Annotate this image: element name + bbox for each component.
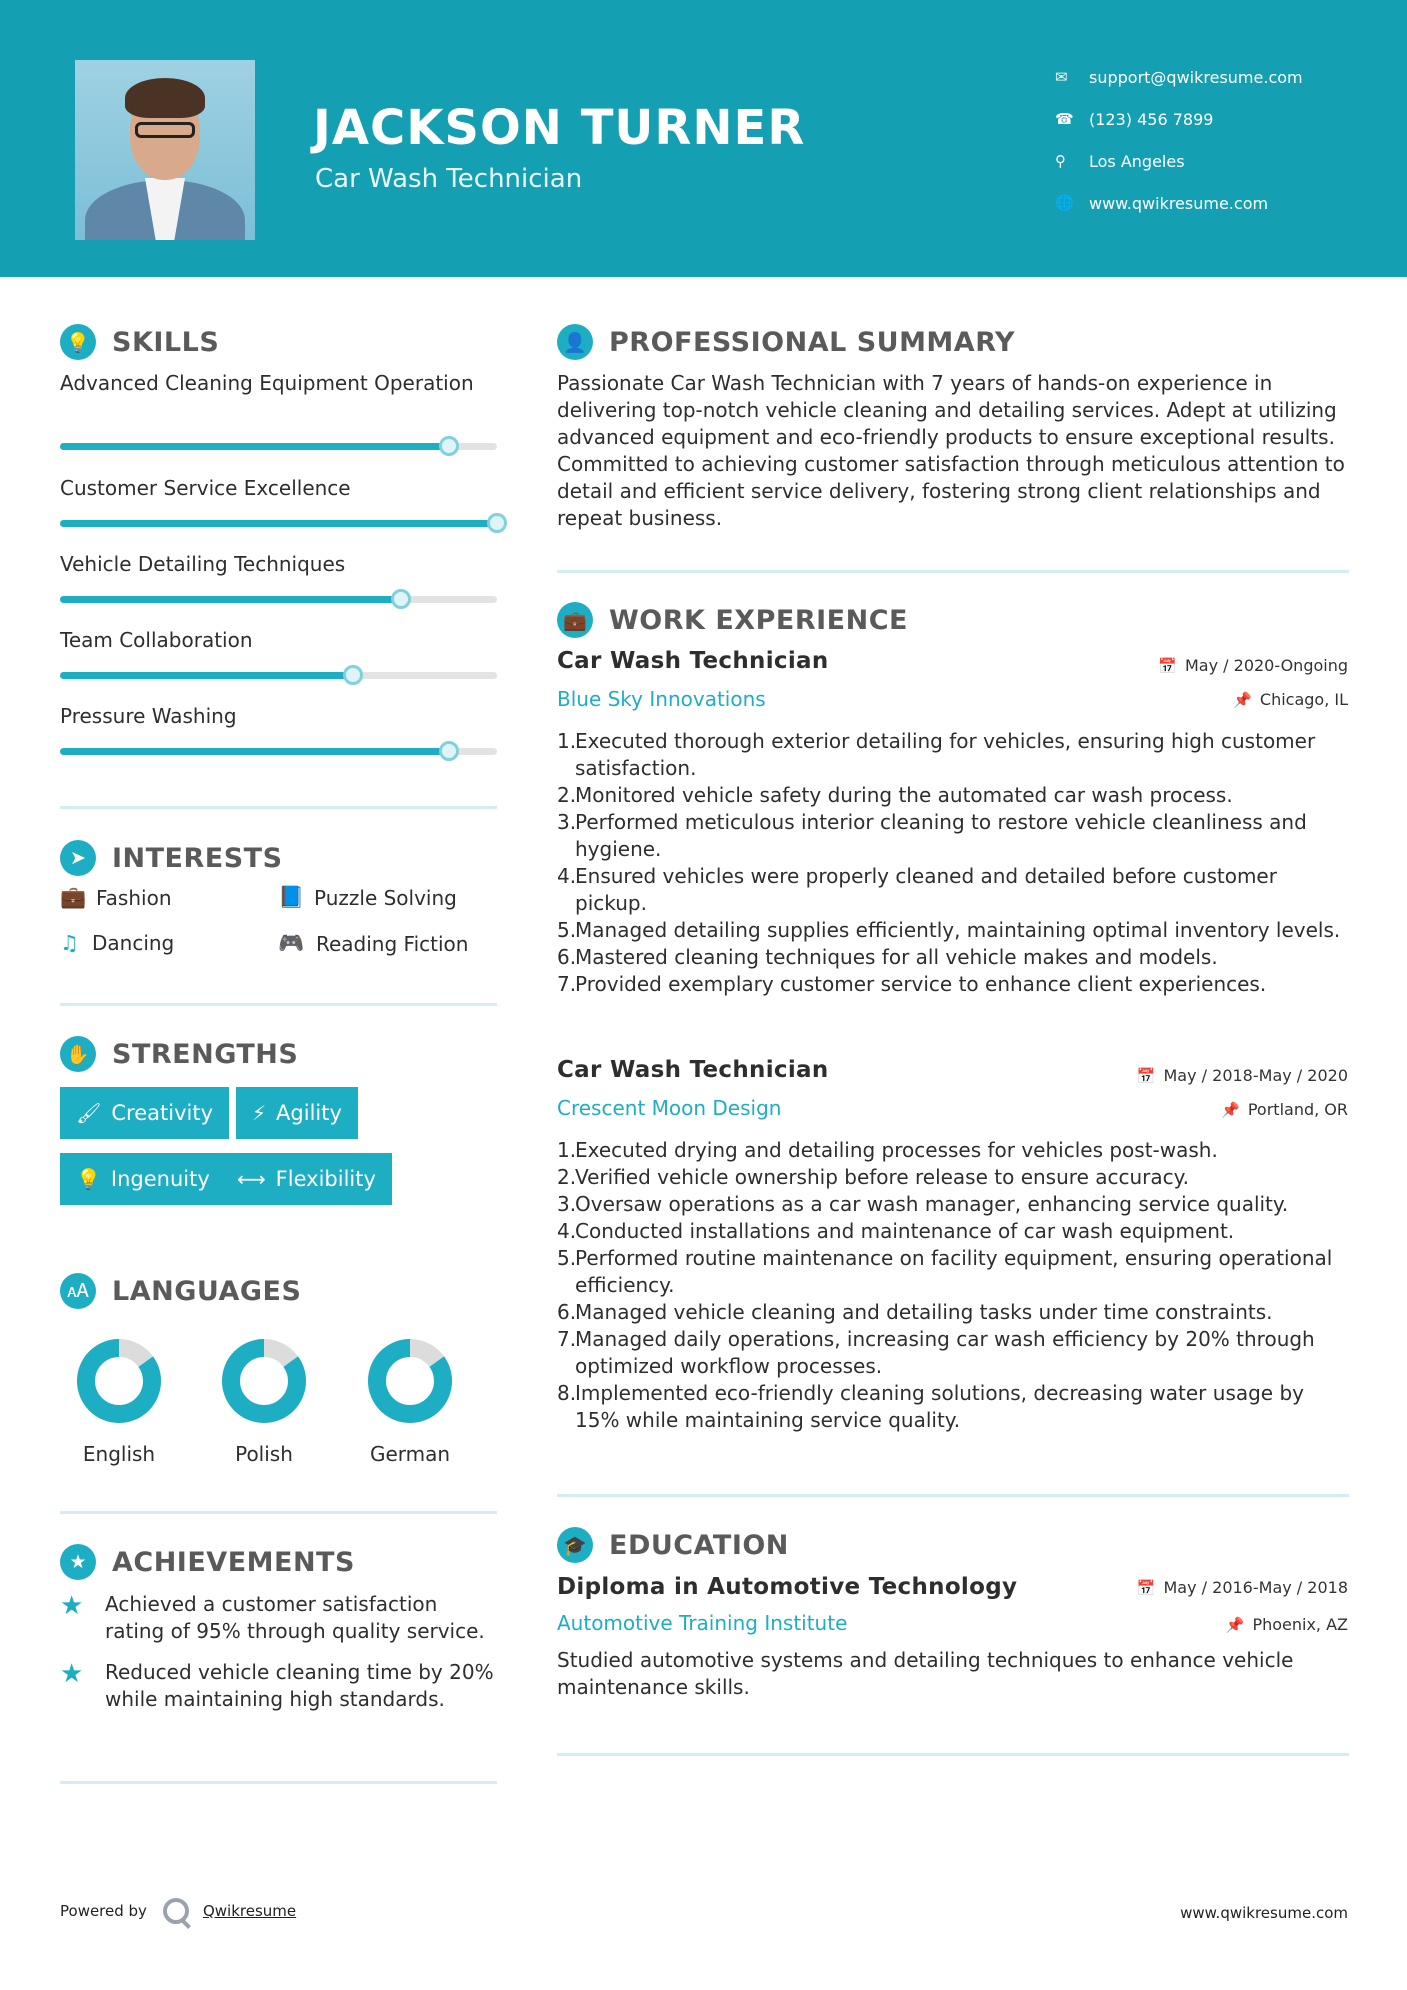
map-pin-icon: ⚲ [1055,152,1066,170]
skills-heading: 💡 SKILLS [60,324,219,360]
interest-dancing: ♫ Dancing [60,931,175,955]
qwikresume-logo-icon [163,1898,189,1924]
book-icon: 📘 [278,885,305,909]
footer-powered-by: Powered by Qwikresume [60,1898,296,1924]
job-dates: 📅 May / 2020-Ongoing [1158,656,1348,675]
divider [557,1494,1349,1497]
summary-heading: 👤 PROFESSIONAL SUMMARY [557,324,1015,360]
strength-chip-creativity: 🖌 Creativity [60,1087,229,1139]
list-item: Conducted installations and maintenance of car wash equipment. [575,1219,1235,1243]
language-donut [365,1336,455,1426]
list-item: Executed thorough exterior detailing for vehicles, ensuring high customer satisfaction. [575,729,1316,780]
job-bullets [557,1137,1352,1434]
achievements-heading: ★ ACHIEVEMENTS [60,1544,355,1580]
list-item: Performed routine maintenance on facility equipment, ensuring operational efficiency. [575,1246,1333,1297]
interests-heading: ➤ INTERESTS [60,840,283,876]
list-item: Provided exemplary customer service to enhance client experiences. [575,972,1267,996]
language-donut [219,1336,309,1426]
achievement-item: ★ Achieved a customer satisfaction rating of 95% through quality service. [60,1591,485,1643]
interest-reading-fiction: 🎮 Reading Fiction [278,931,469,956]
strengths-heading: ✋ STRENGTHS [60,1036,298,1072]
paper-plane-icon: ➤ [60,840,96,876]
pushpin-icon: 📌 [1233,690,1252,709]
list-item: Ensured vehicles were properly cleaned and detailed before customer pickup. [575,864,1277,915]
job-title: Car Wash Technician [557,1057,829,1083]
brush-icon: 🖌 [76,1101,102,1125]
strength-chip-ingenuity: 💡 Ingenuity [60,1153,226,1205]
language-donut [74,1336,164,1426]
graduate-icon: 🎓 [557,1527,593,1563]
arrows-horizontal-icon: ⟷ [237,1167,266,1191]
contact-phone[interactable]: ☎ (123) 456 7899 [1055,109,1214,129]
pushpin-icon: 📌 [1225,1615,1245,1634]
achievement-item: ★ Reduced vehicle cleaning time by 20% while maintaining high standards. [60,1659,494,1711]
job-dates: 📅 May / 2018-May / 2020 [1136,1066,1348,1085]
job-location: 📌 Portland, OR [1221,1100,1348,1119]
strength-chip-agility: ⚡ Agility [236,1087,358,1139]
briefcase-icon: 💼 [60,885,87,909]
calendar-icon: 📅 [1136,1066,1156,1085]
list-item: Executed drying and detailing processes for vehicles post-wash. [575,1138,1218,1162]
language-german: German [337,1336,483,1466]
education-location: 📌 Phoenix, AZ [1225,1615,1348,1634]
star-badge-icon: ★ [60,1544,96,1580]
footer-website-link[interactable]: www.qwikresume.com [1180,1904,1348,1922]
job-location: 📌 Chicago, IL [1233,690,1348,709]
job-bullets [557,728,1352,998]
skill-item: Vehicle Detailing Techniques [60,551,500,611]
strength-chip-flexibility: ⟷ Flexibility [221,1153,392,1205]
hand-icon: ✋ [60,1036,96,1072]
skill-bar [60,520,497,527]
skill-bar [60,596,497,603]
skill-bar [60,443,497,450]
skill-bar [60,748,497,755]
bolt-icon: ⚡ [252,1101,267,1125]
user-icon: 👤 [557,324,593,360]
job-title: Car Wash Technician [557,648,829,674]
contact-location: ⚲ Los Angeles [1055,151,1185,171]
list-item: Mastered cleaning techniques for all vehicle makes and models. [575,945,1218,969]
list-item: Monitored vehicle safety during the automated car wash process. [575,783,1233,807]
footer-brand-link[interactable]: Qwikresume [202,1902,297,1920]
language-icon: 🗚 [60,1273,96,1309]
list-item: Managed detailing supplies efficiently, maintaining optimal inventory levels. [575,918,1341,942]
profile-photo [75,60,255,240]
list-item: Performed meticulous interior cleaning to restore vehicle cleanliness and hygiene. [575,810,1307,861]
list-item: Managed daily operations, increasing car wash efficiency by 20% through optimized workflow processes. [575,1327,1315,1378]
lightbulb-outline-icon: 💡 [76,1167,101,1191]
skill-bar [60,672,497,679]
skill-bar-knob [391,589,411,609]
interest-fashion: 💼 Fashion [60,885,172,910]
education-dates: 📅 May / 2016-May / 2018 [1136,1578,1348,1597]
education-degree: Diploma in Automotive Technology [557,1574,1018,1600]
star-icon: ★ [60,1591,84,1621]
divider [557,1753,1349,1756]
education-school: Automotive Training Institute [557,1611,848,1635]
language-polish: Polish [191,1336,337,1466]
calendar-icon: 📅 [1136,1578,1156,1597]
contact-list [1055,56,1303,224]
summary-text: Passionate Car Wash Technician with 7 years of hands-on experience in delivering top-notch vehicle cleaning and detailing services. Adept at utilizing advanced equipment and eco-friendly products to ensure exceptional results. Committed to achieving customer satisfaction through meticulous attention to detail and efficient service delivery, fostering strong client relationships and repeat business. [557,371,1345,530]
globe-icon: 🌐 [1055,194,1074,212]
candidate-title: Car Wash Technician [315,164,583,194]
job-company: Crescent Moon Design [557,1096,782,1120]
list-item: Verified vehicle ownership before release to ensure accuracy. [575,1165,1189,1189]
skill-bar-knob [343,665,363,685]
star-icon: ★ [60,1659,84,1689]
divider [60,806,497,809]
envelope-icon: ✉ [1055,68,1068,86]
lightbulb-icon: 💡 [60,324,96,360]
list-item: Oversaw operations as a car wash manager, enhancing service quality. [575,1192,1289,1216]
list-item: Managed vehicle cleaning and detailing tasks under time constraints. [575,1300,1273,1324]
education-description: Studied automotive systems and detailing techniques to enhance vehicle maintenance skills. [557,1648,1294,1699]
pushpin-icon: 📌 [1221,1100,1240,1119]
divider [60,1003,497,1006]
skill-bar-knob [487,513,507,533]
language-english: English [46,1336,192,1466]
skill-bar-knob [439,436,459,456]
experience-heading: 💼 WORK EXPERIENCE [557,602,908,638]
contact-email[interactable]: ✉ support@qwikresume.com [1055,67,1303,87]
skill-item: Customer Service Excellence [60,475,500,535]
education-heading: 🎓 EDUCATION [557,1527,789,1563]
job-company: Blue Sky Innovations [557,687,766,711]
divider [60,1781,497,1784]
interest-puzzle-solving: 📘 Puzzle Solving [278,885,457,910]
skill-bar-knob [439,741,459,761]
skill-item: Team Collaboration [60,627,500,687]
divider [60,1511,497,1514]
music-note-icon: ♫ [60,931,79,955]
skill-item: Pressure Washing [60,703,500,763]
phone-icon: ☎ [1055,110,1074,128]
skill-item: Advanced Cleaning Equipment Operation [60,370,500,460]
briefcase-icon: 💼 [557,602,593,638]
header-banner [0,0,1407,277]
candidate-name: JACKSON TURNER [313,100,806,156]
divider [557,570,1349,573]
calendar-icon: 📅 [1158,656,1177,675]
contact-website[interactable]: 🌐 www.qwikresume.com [1055,193,1269,213]
languages-heading: 🗚 LANGUAGES [60,1273,301,1309]
gamepad-icon: 🎮 [278,931,305,955]
list-item: Implemented eco-friendly cleaning solutions, decreasing water usage by 15% while maintaining service quality. [575,1381,1305,1432]
